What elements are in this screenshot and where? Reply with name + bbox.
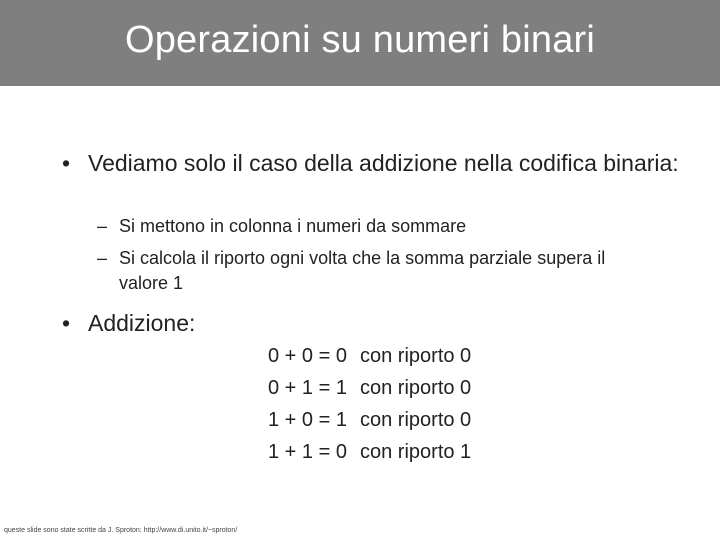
sub-bullet-text: Si mettono in colonna i numeri da sommare xyxy=(119,216,467,236)
footer-credit: queste slide sono state scritte da J. Sproton: http://www.di.unito.it/~sproton/ xyxy=(4,527,238,534)
addition-row xyxy=(268,404,471,436)
bullet-item xyxy=(62,308,362,338)
sub-bullet-marker: – xyxy=(97,248,108,268)
addition-row xyxy=(268,372,471,404)
addition-row xyxy=(268,436,471,468)
sub-bullet-text: Si calcola il riporto ogni volta che la somma parziale supera il valore 1 xyxy=(119,248,606,293)
addition-carry: con riporto 0 xyxy=(360,345,472,367)
sub-bullet-item xyxy=(97,214,657,239)
addition-equation: 0 + 0 = 0 xyxy=(268,345,347,367)
bullet-marker: • xyxy=(62,310,71,336)
addition-table xyxy=(268,340,471,468)
bullet-text: Addizione: xyxy=(88,310,196,336)
addition-row xyxy=(268,340,471,372)
slide-title: Operazioni su numeri binari xyxy=(124,18,596,61)
bullet-marker: • xyxy=(62,150,71,176)
addition-carry: con riporto 1 xyxy=(360,441,472,463)
addition-equation: 1 + 0 = 1 xyxy=(268,409,347,431)
sub-bullet-item xyxy=(97,246,657,296)
sub-bullet-marker: – xyxy=(97,216,108,236)
addition-equation: 0 + 1 = 1 xyxy=(268,377,347,399)
bullet-item xyxy=(62,148,682,178)
bullet-text: Vediamo solo il caso della addizione nella codifica binaria: xyxy=(88,150,679,176)
addition-equation: 1 + 1 = 0 xyxy=(268,441,347,463)
addition-carry: con riporto 0 xyxy=(360,377,472,399)
addition-carry: con riporto 0 xyxy=(360,409,472,431)
